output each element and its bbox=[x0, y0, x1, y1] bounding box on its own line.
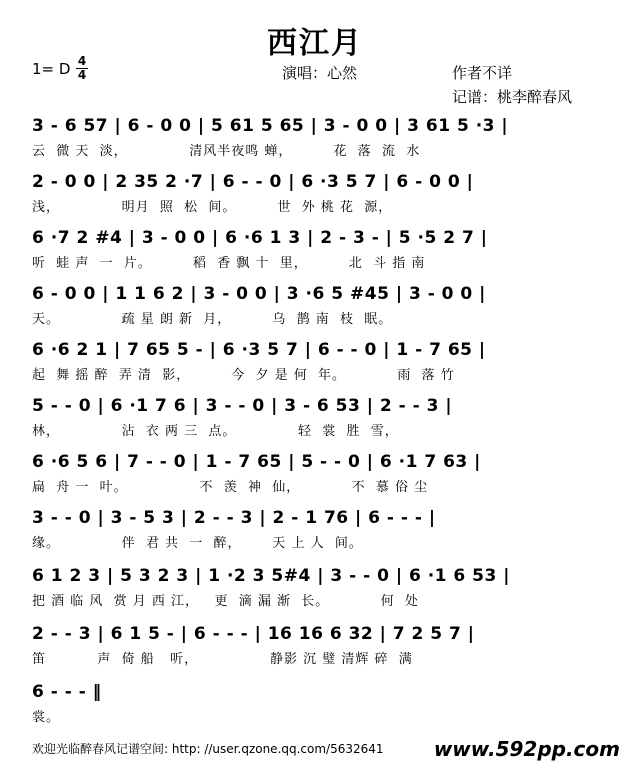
song-title: 西江月 bbox=[267, 26, 363, 61]
composer-credit: 作者不详 bbox=[452, 64, 513, 82]
score-line bbox=[32, 340, 602, 384]
score-notes: 6 - - - ‖ bbox=[32, 682, 102, 702]
score-line bbox=[32, 284, 602, 328]
score-lyrics: 云 微 天 淡， 清风半夜鸣 蝉， 花 落 流 水 bbox=[32, 144, 421, 159]
score-lyrics: 裳。 bbox=[32, 710, 61, 725]
transcriber-credit: 记谱：桃李醉春风 bbox=[452, 88, 573, 106]
score-lyrics: 笛 声 倚 船 听， 静影 沉 璧 清辉 碎 满 bbox=[32, 652, 413, 667]
score-lyrics: 天。 疏 星 朗 新 月， 乌 鹊 南 枝 眠。 bbox=[32, 312, 393, 327]
watermark-logo: www.592pp.com bbox=[433, 737, 620, 761]
key-signature: 1= D bbox=[32, 60, 71, 78]
time-signature bbox=[76, 56, 88, 81]
score-line bbox=[32, 228, 602, 272]
score-lyrics: 把 酒 临 风 赏 月 西 江， 更 滴 漏 渐 长。 何 处 bbox=[32, 594, 419, 609]
score-notes: 3 - 6 57 | 6 - 0 0 | 5 61 5 65 | 3 - 0 0 | 3 61 5 ·3 | bbox=[32, 116, 509, 136]
score-notes: 6 ·7 2 #4 | 3 - 0 0 | 6 ·6 1 3 | 2 - 3 - | 5 ·5 2 7 | bbox=[32, 228, 488, 248]
score-notes: 6 ·6 5 6 | 7 - - 0 | 1 - 7 65 | 5 - - 0 | 6 ·1 7 63 | bbox=[32, 452, 481, 472]
score-line bbox=[32, 116, 602, 160]
score-line bbox=[32, 624, 602, 668]
score-notes: 2 - 0 0 | 2 35 2 ·7 | 6 - - 0 | 6 ·3 5 7 | 6 - 0 0 | bbox=[32, 172, 474, 192]
score-line bbox=[32, 566, 602, 610]
score-line bbox=[32, 682, 602, 726]
score-line bbox=[32, 452, 602, 496]
score-notes: 5 - - 0 | 6 ·1 7 6 | 3 - - 0 | 3 - 6 53 | 2 - - 3 | bbox=[32, 396, 453, 416]
score-lyrics: 缘。 伴 君 共 一 醉， 天 上 人 间。 bbox=[32, 536, 363, 551]
score-lyrics: 浅， 明月 照 松 间。 世 外 桃 花 源， bbox=[32, 200, 393, 215]
singer-credit: 演唱：心然 bbox=[282, 64, 358, 82]
score-notes: 6 - 0 0 | 1 1 6 2 | 3 - 0 0 | 3 ·6 5 #45 | 3 - 0 0 | bbox=[32, 284, 486, 304]
score-notes: 3 - - 0 | 3 - 5 3 | 2 - - 3 | 2 - 1 76 | 6 - - - | bbox=[32, 508, 436, 528]
score-lyrics: 扁 舟 一 叶。 不 羡 神 仙， 不 慕 俗 尘 bbox=[32, 480, 429, 495]
score-lyrics: 林， 沾 衣 两 三 点。 轻 裳 胜 雪， bbox=[32, 424, 399, 439]
score-notes: 6 1 2 3 | 5 3 2 3 | 1 ·2 3 5#4 | 3 - - 0 | 6 ·1 6 53 | bbox=[32, 566, 510, 586]
time-top: 4 bbox=[77, 54, 87, 68]
score-notes: 2 - - 3 | 6 1 5 - | 6 - - - | 16 16 6 32 | 7 2 5 7 | bbox=[32, 624, 475, 644]
score-line bbox=[32, 172, 602, 216]
score-lyrics: 听 蛙 声 一 片。 稻 香 飘 十 里， 北 斗 指 南 bbox=[32, 256, 426, 271]
score-notes: 6 ·6 2 1 | 7 65 5 - | 6 ·3 5 7 | 6 - - 0 | 1 - 7 65 | bbox=[32, 340, 486, 360]
score-lyrics: 起 舞 摇 醉 弄 清 影， 今 夕 是 何 年。 雨 落 竹 bbox=[32, 368, 455, 383]
score-line bbox=[32, 508, 602, 552]
footer-link[interactable]: 欢迎光临醉春风记谱空间: http: //user.qzone.qq.com/5632641 bbox=[32, 742, 384, 756]
score-line bbox=[32, 396, 602, 440]
time-bottom: 4 bbox=[77, 68, 87, 82]
